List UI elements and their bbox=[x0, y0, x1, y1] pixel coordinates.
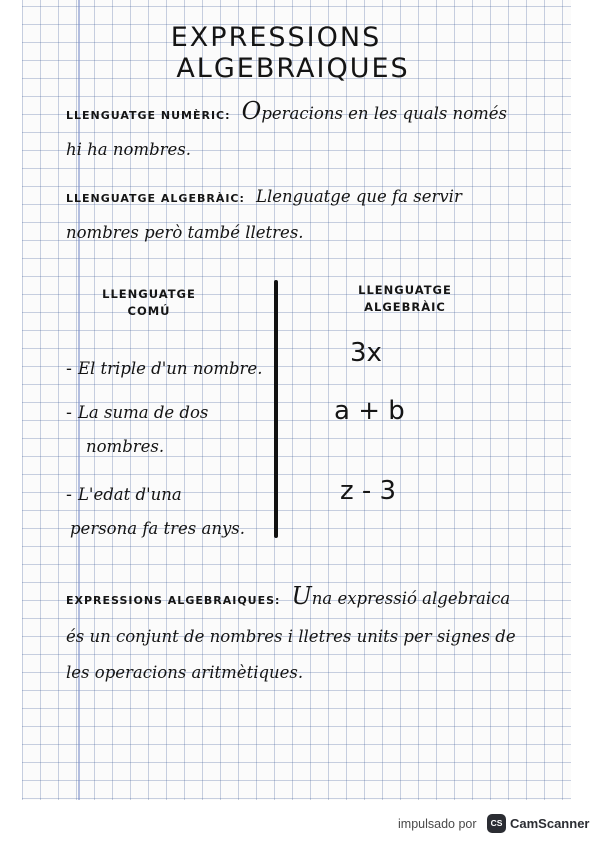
algebraic-expression: a + b bbox=[334, 396, 405, 426]
column-divider bbox=[274, 280, 278, 538]
algebraic-expression: z - 3 bbox=[340, 476, 397, 506]
bullet-dash: - bbox=[66, 359, 72, 378]
definition-numeric-initial: O bbox=[241, 97, 262, 125]
definition-expressions-label: EXPRESSIONS ALGEBRAIQUES: bbox=[66, 594, 281, 607]
list-item-text: El triple d'un nombre. bbox=[77, 359, 263, 378]
list-item-text-continued: nombres. bbox=[86, 437, 165, 456]
column-header-common-line-2: COMÚ bbox=[127, 304, 171, 318]
definition-expressions-body: na expressió algebraica és un conjunt de nombres i lletres units per signes de les operacions aritmètiques. bbox=[66, 589, 516, 682]
list-item bbox=[66, 396, 208, 464]
list-item-text-continued: persona fa tres anys. bbox=[70, 519, 246, 538]
bullet-dash: - bbox=[66, 485, 72, 504]
camscanner-logo-icon: CS bbox=[487, 814, 506, 833]
camscanner-brand-name: CamScanner bbox=[510, 816, 590, 831]
column-header-algebraic-line-2: ALGEBRÀIC bbox=[364, 300, 446, 314]
title-word-1: EXPRESSIONS bbox=[170, 22, 382, 53]
definition-expressions bbox=[66, 578, 526, 691]
bullet-dash: - bbox=[66, 403, 72, 422]
list-item bbox=[66, 478, 245, 546]
column-header-algebraic bbox=[350, 282, 460, 316]
definition-numeric bbox=[66, 94, 526, 167]
column-header-algebraic-line-1: LLENGUATGE bbox=[358, 283, 452, 297]
list-item-text: La suma de dos bbox=[77, 403, 209, 422]
definition-numeric-label: LLENGUATGE NUMÈRIC: bbox=[66, 109, 231, 122]
definition-algebraic-label: LLENGUATGE ALGEBRÀIC: bbox=[66, 192, 245, 205]
definition-numeric-body: peracions en les quals només hi ha nombres. bbox=[66, 104, 507, 159]
title-word-2: ALGEBRAIQUES bbox=[176, 53, 410, 84]
algebraic-expression: 3x bbox=[350, 338, 382, 368]
definition-algebraic-text: Llenguatge que fa servir nombres però també lletres. bbox=[66, 187, 462, 242]
list-item bbox=[66, 352, 262, 386]
column-header-common bbox=[84, 286, 214, 320]
column-header-common-line-1: LLENGUATGE bbox=[102, 287, 196, 301]
page-title bbox=[98, 22, 488, 84]
list-item-text: L'edat d'una bbox=[77, 485, 182, 504]
powered-by-text: impulsado por bbox=[398, 817, 477, 831]
definition-expressions-initial: U bbox=[291, 582, 312, 610]
definition-algebraic bbox=[66, 180, 526, 250]
